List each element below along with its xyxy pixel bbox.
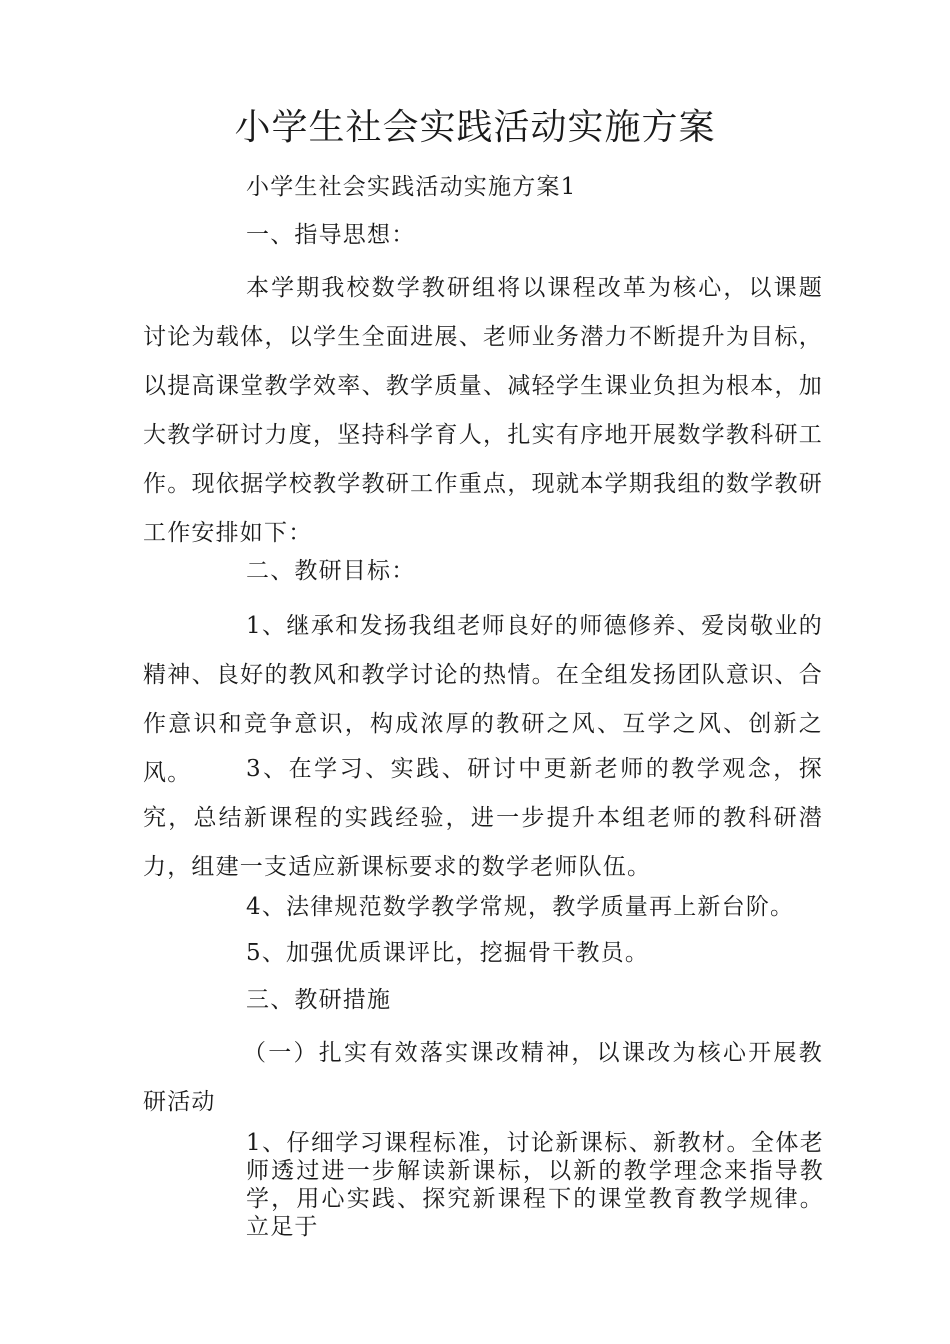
section-heading-guiding-thought: 一、指导思想： bbox=[246, 222, 416, 248]
paragraph-goal-3: 3、在学习、实践、研讨中更新老师的教学观念，探究，总结新课程的实践经验，进一步提升本组老师的教科研潜力，组建一支适应新课标要求的数学老师队伍。 bbox=[143, 756, 823, 880]
paragraph-measure-1-heading: （一）扎实有效落实课改精神，以课改为核心开展教研活动 bbox=[143, 1040, 823, 1115]
paragraph-goal-4: 4、法律规范数学教学常规，教学质量再上新台阶。 bbox=[246, 894, 795, 920]
section-heading-goals: 二、教研目标： bbox=[246, 558, 416, 584]
paragraph-guiding-thought: 本学期我校数学教研组将以课程改革为核心，以课题讨论为载体，以学生全面进展、老师业务潜力不断提升为目标，以提高课堂教学效率、教学质量、减轻学生课业负担为根本，加大教学研讨力度，坚持科学育人，扎实有序地开展数学教科研工作。现依据学校教学教研工作重点，现就本学期我组的数学教研工作安排如下： bbox=[143, 275, 823, 546]
document-subtitle: 小学生社会实践活动实施方案1 bbox=[246, 174, 577, 200]
section-heading-measures: 三、教研措施 bbox=[246, 987, 392, 1013]
paragraph-measure-1-item-1: 1、仔细学习课程标准，讨论新课标、新教材。全体老师透过进一步解读新课标，以新的教学理念来指导教学，用心实践、探究新课程下的课堂教育教学规律。立足于 bbox=[246, 1130, 824, 1240]
paragraph-goal-1: 1、继承和发扬我组老师良好的师德修养、爱岗敬业的精神、良好的教风和教学讨论的热情。在全组发扬团队意识、合作意识和竞争意识，构成浓厚的教研之风、互学之风、创新之风。 bbox=[143, 613, 823, 786]
document-title: 小学生社会实践活动实施方案 bbox=[234, 107, 716, 148]
paragraph-goal-5: 5、加强优质课评比，挖掘骨干教员。 bbox=[246, 940, 650, 966]
